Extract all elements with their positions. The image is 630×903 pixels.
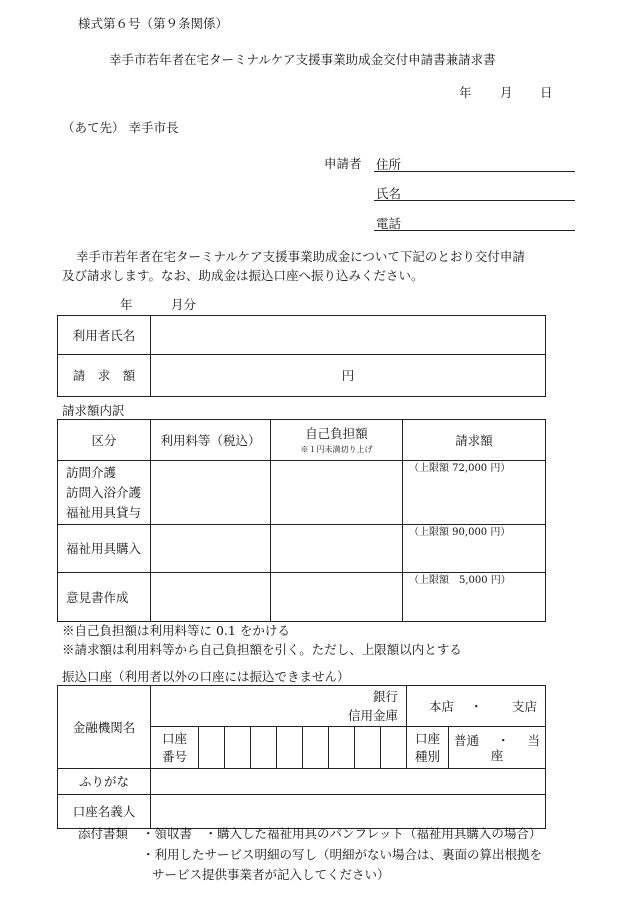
header-fee: 利用料等（税込） <box>151 420 271 461</box>
limit-note: （上限額 90,000 円） <box>409 527 511 538</box>
account-number-label-2: 番号 <box>161 748 187 764</box>
address-field[interactable] <box>374 171 575 172</box>
copay-cell[interactable] <box>271 525 403 573</box>
intro-line-2: 及び請求します。なお、助成金は振込口座へ振り込みください。 <box>62 268 424 283</box>
yen-label: 円 <box>341 368 355 383</box>
claim-cell[interactable] <box>403 573 546 622</box>
limit-note: （上限額 72,000 円） <box>409 463 511 474</box>
claim-amount-field[interactable] <box>151 355 546 397</box>
claim-cell[interactable] <box>403 461 546 525</box>
phone-field[interactable] <box>374 230 575 231</box>
branch-main-label: 本店 <box>429 698 455 714</box>
user-table <box>57 315 546 397</box>
header-copay-note: ※１円未満切り上げ <box>300 444 373 454</box>
form-number: 様式第６号（第９条関係） <box>78 16 229 31</box>
account-type-label-1: 口座 <box>414 730 440 746</box>
claim-amount-label: 請 求 額 <box>58 355 151 397</box>
account-digit[interactable] <box>355 727 381 769</box>
branch-label: 支店 <box>511 698 537 714</box>
addressee: （あて先） 幸手市長 <box>62 120 179 135</box>
date-year-label: 年 <box>459 85 472 100</box>
date-day-label: 日 <box>540 85 553 100</box>
branch-field[interactable] <box>407 686 546 727</box>
row-category <box>58 525 151 573</box>
account-digit[interactable] <box>277 727 303 769</box>
copay-cell[interactable] <box>271 573 403 622</box>
account-type-current: 当座 <box>490 732 541 763</box>
bank-table <box>57 685 546 829</box>
table-row <box>58 573 546 622</box>
fee-cell[interactable] <box>151 461 271 525</box>
breakdown-table <box>57 419 546 622</box>
account-digit[interactable] <box>251 727 277 769</box>
phone-label: 電話 <box>376 216 402 231</box>
attachments-line-3: サービス提供事業者が記入してください） <box>152 867 390 882</box>
fee-cell[interactable] <box>151 573 271 622</box>
account-number-label-1: 口座 <box>161 730 187 746</box>
breakdown-caption: 請求額内訳 <box>62 403 125 418</box>
limit-note: （上限額 5,000 円） <box>409 575 511 586</box>
claim-cell[interactable] <box>403 525 546 573</box>
row-item: 訪問入浴介護 <box>66 484 142 500</box>
row-item: 意見書作成 <box>66 589 129 605</box>
account-digit[interactable] <box>381 727 407 769</box>
header-claim: 請求額 <box>403 420 546 461</box>
table-row <box>58 461 546 525</box>
account-digit[interactable] <box>329 727 355 769</box>
account-type-normal: 普通 <box>453 732 479 748</box>
header-copay-label: 自己負担額 <box>305 425 368 441</box>
fee-cell[interactable] <box>151 525 271 573</box>
applicant-label: 申請者 <box>324 156 362 171</box>
form-title: 幸手市若年者在宅ターミナルケア支援事業助成金交付申請書兼請求書 <box>109 52 496 67</box>
name-label: 氏名 <box>376 186 402 201</box>
name-field[interactable] <box>374 200 575 201</box>
header-category: 区分 <box>58 420 151 461</box>
bank-caption: 振込口座（利用者以外の口座には振込できません） <box>62 669 350 684</box>
institution-label: 金融機関名 <box>58 686 151 769</box>
user-name-field[interactable] <box>151 316 546 355</box>
attachments-line-2: ・利用したサービス明細の写し（明細がない場合は、裏面の算出根拠を <box>142 847 543 862</box>
row-category <box>58 461 151 525</box>
row-item: 訪問介護 <box>66 464 117 480</box>
branch-dot: ・ <box>470 698 483 714</box>
period-year-label: 年 <box>120 297 133 312</box>
breakdown-note-2: ※請求額は利用料等から自己負担額を引く。ただし、上限額以内とする <box>62 642 462 657</box>
row-category <box>58 573 151 622</box>
address-label: 住所 <box>376 157 402 172</box>
intro-line-1: 幸手市若年者在宅ターミナルケア支援事業助成金について下記のとおり交付申請 <box>76 249 525 264</box>
attachments-line-1: ・領収書 ・購入した福祉用具のパンフレット（福祉用具購入の場合） <box>142 826 542 841</box>
row-item: 福祉用具購入 <box>66 541 142 556</box>
date-month-label: 月 <box>500 85 513 100</box>
bank-type-2: 信用金庫 <box>347 708 398 723</box>
user-name-label: 利用者氏名 <box>58 316 151 355</box>
attachments-label: 添付書類 <box>78 826 129 841</box>
row-item: 福祉用具貸与 <box>66 504 142 520</box>
furigana-field[interactable] <box>151 769 546 795</box>
account-digit[interactable] <box>225 727 251 769</box>
account-holder-field[interactable] <box>151 795 546 829</box>
account-type-label <box>407 727 449 769</box>
header-copay <box>271 420 403 461</box>
bank-type-1: 銀行 <box>372 689 398 704</box>
account-type-label-2: 種別 <box>414 748 440 764</box>
account-type-dot: ・ <box>496 732 510 748</box>
account-holder-label: 口座名義人 <box>58 795 151 829</box>
account-type-field[interactable] <box>449 727 546 769</box>
furigana-label: ふりがな <box>58 769 151 795</box>
institution-field[interactable] <box>151 686 407 727</box>
account-digit[interactable] <box>303 727 329 769</box>
account-digit[interactable] <box>199 727 225 769</box>
period-month-label: 月分 <box>171 297 197 312</box>
breakdown-note-1: ※自己負担額は利用料等に 0.1 をかける <box>62 623 290 638</box>
account-number-label <box>151 727 199 769</box>
table-row <box>58 525 546 573</box>
copay-cell[interactable] <box>271 461 403 525</box>
